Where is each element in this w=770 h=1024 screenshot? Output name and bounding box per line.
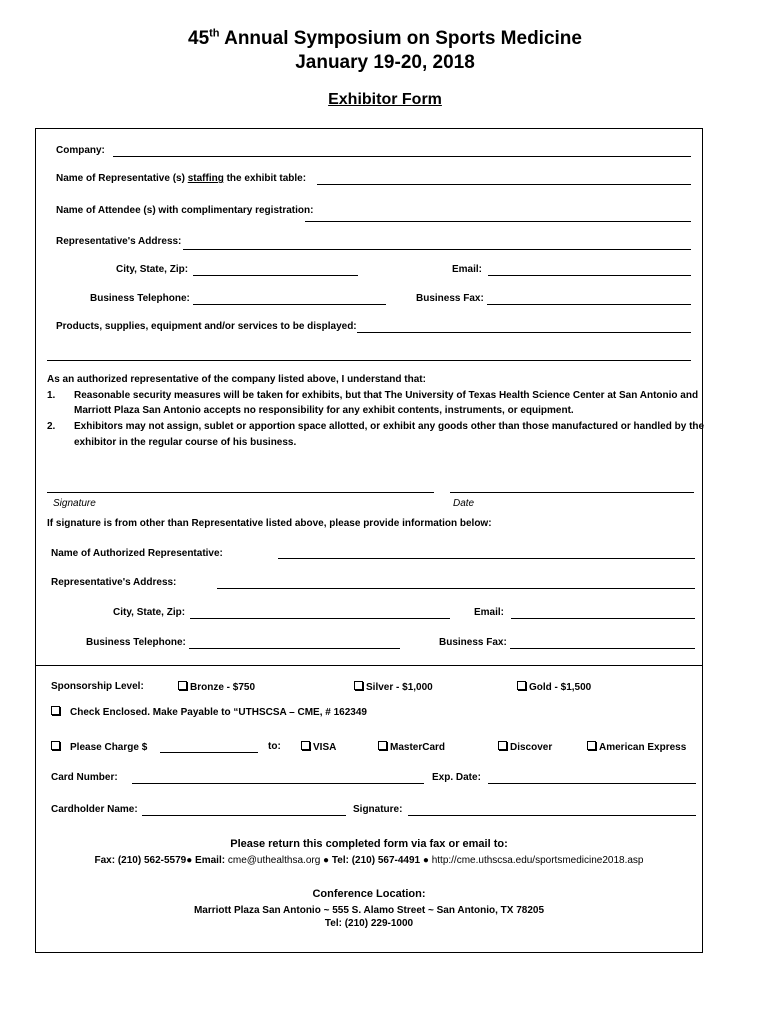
products-field-line2[interactable] [47, 360, 691, 361]
checkbox-icon [517, 681, 526, 690]
contact-line: Fax: (210) 562-5579● Email: cme@uthealthsa.org ● Tel: (210) 567-4491 ● http://cme.uthscsa.edu/sportsmedicine2018.asp [94, 855, 644, 866]
checkbox-icon [51, 741, 60, 750]
venue-address: Marriott Plaza San Antonio ~ 555 S. Alamo Street ~ San Antonio, TX 78205 [193, 905, 545, 916]
auth-rep-field[interactable] [278, 558, 695, 559]
form-box [35, 128, 703, 953]
auth-phone-field[interactable] [189, 648, 400, 649]
phone-label: Business Telephone: [90, 293, 190, 304]
cardholder-field[interactable] [142, 815, 346, 816]
section-divider [35, 665, 703, 666]
card-signature-field[interactable] [408, 815, 696, 816]
term-2-line-2: exhibitor in the regular course of his business. [74, 437, 297, 448]
company-field[interactable] [113, 156, 691, 157]
products-label: Products, supplies, equipment and/or services to be displayed: [56, 321, 357, 332]
term-1-line-2: Marriott Plaza San Antonio accepts no responsibility for any exhibit contents, instruments, or equipment. [74, 405, 574, 416]
representative-field[interactable] [317, 184, 691, 185]
form-title: 45th Annual Symposium on Sports Medicine [188, 27, 582, 49]
amex-option[interactable]: American Express [587, 741, 686, 754]
date-caption: Date [453, 498, 475, 509]
cardholder-label: Cardholder Name: [51, 804, 138, 815]
company-label: Company: [56, 145, 105, 156]
auth-address-label: Representative's Address: [51, 577, 177, 588]
charge-amount-field[interactable] [160, 752, 258, 753]
return-note: Please return this completed form via fax or email to: [230, 838, 508, 850]
check-option[interactable]: Check Enclosed. Make Payable to “UTHSCSA – CME, # 162349 [51, 706, 367, 719]
venue-telephone: Tel: (210) 229-1000 [324, 918, 414, 929]
visa-option[interactable]: VISA [301, 741, 336, 754]
bronze-option[interactable]: Bronze - $750 [178, 681, 255, 694]
signature-caption: Signature [53, 498, 96, 509]
fax-label: Business Fax: [416, 293, 484, 304]
products-field[interactable] [357, 332, 691, 333]
term-1-number: 1. [47, 390, 56, 401]
city-field[interactable] [193, 275, 358, 276]
email-field[interactable] [488, 275, 691, 276]
term-2-number: 2. [47, 421, 56, 432]
contact-email-link[interactable]: cme@uthealthsa.org [227, 855, 321, 866]
auth-rep-label: Name of Authorized Representative: [51, 548, 223, 559]
contact-website-link[interactable]: http://cme.uthscsa.edu/sportsmedicine2018.asp [428, 855, 644, 866]
silver-option[interactable]: Silver - $1,000 [354, 681, 433, 694]
checkbox-icon [354, 681, 363, 690]
charge-option[interactable]: Please Charge $ [51, 741, 147, 754]
checkbox-icon [51, 706, 60, 715]
other-signer-note: If signature is from other than Representative listed above, please provide information below: [47, 518, 492, 529]
form-subtitle: Exhibitor Form [328, 91, 442, 108]
sponsorship-label: Sponsorship Level: [51, 681, 144, 692]
auth-phone-label: Business Telephone: [86, 637, 186, 648]
address-label: Representative's Address: [56, 236, 182, 247]
gold-option[interactable]: Gold - $1,500 [517, 681, 591, 694]
location-title: Conference Location: [312, 888, 426, 900]
auth-fax-label: Business Fax: [439, 637, 507, 648]
event-dates: January 19-20, 2018 [295, 52, 475, 73]
card-number-label: Card Number: [51, 772, 118, 783]
card-number-field[interactable] [132, 783, 424, 784]
fax-field[interactable] [487, 304, 691, 305]
mastercard-option[interactable]: MasterCard [378, 741, 445, 754]
representative-label: Name of Representative (s) staffing the exhibit table: [56, 173, 307, 184]
auth-email-field[interactable] [511, 618, 695, 619]
checkbox-icon [587, 741, 596, 750]
charge-to-label: to: [268, 741, 281, 752]
checkbox-icon [301, 741, 310, 750]
city-label: City, State, Zip: [116, 264, 189, 275]
exp-date-label: Exp. Date: [432, 772, 481, 783]
exp-date-field[interactable] [488, 783, 696, 784]
signature-field[interactable] [47, 492, 434, 493]
card-signature-label: Signature: [353, 804, 403, 815]
auth-city-field[interactable] [190, 618, 450, 619]
discover-option[interactable]: Discover [498, 741, 552, 754]
attendee-field[interactable] [305, 221, 691, 222]
terms-intro: As an authorized representative of the company listed above, I understand that: [47, 374, 426, 385]
checkbox-icon [178, 681, 187, 690]
checkbox-icon [378, 741, 387, 750]
auth-address-field[interactable] [217, 588, 695, 589]
phone-field[interactable] [193, 304, 386, 305]
email-label: Email: [452, 264, 483, 275]
term-2-line-1: Exhibitors may not assign, sublet or apportion space allotted, or exhibit any goods other than those manufactured or handled by the [74, 421, 705, 432]
auth-city-label: City, State, Zip: [113, 607, 186, 618]
auth-email-label: Email: [474, 607, 505, 618]
term-1-line-1: Reasonable security measures will be taken for exhibits, but that The University of Texas Health Science Center at San Antonio and [74, 390, 699, 401]
checkbox-icon [498, 741, 507, 750]
address-field[interactable] [183, 249, 691, 250]
auth-fax-field[interactable] [510, 648, 695, 649]
attendee-label: Name of Attendee (s) with complimentary registration: [56, 205, 314, 216]
date-field[interactable] [450, 492, 694, 493]
